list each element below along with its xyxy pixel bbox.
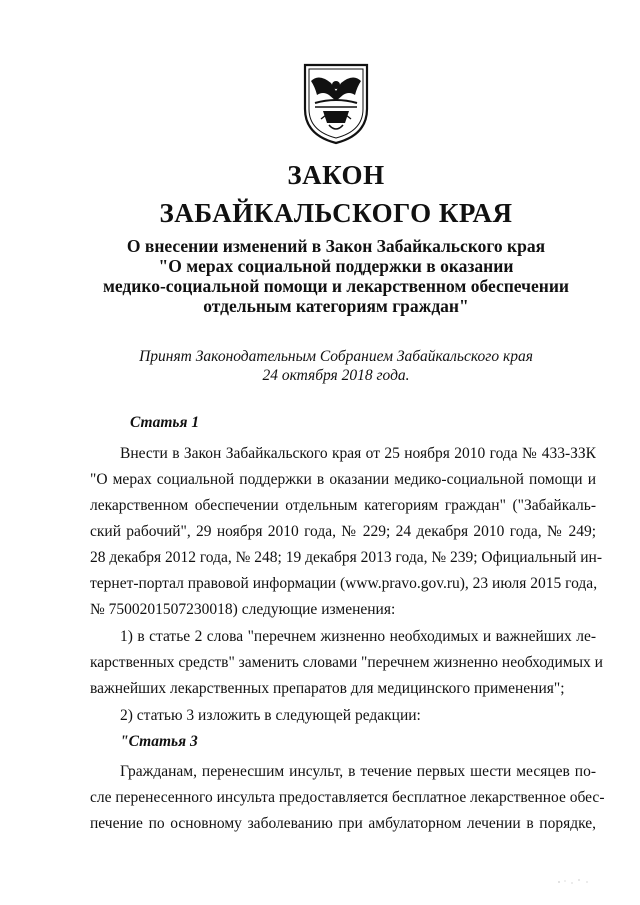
- paragraph-line: Гражданам, перенесшим инсульт, в течение первых шести месяцев по-: [120, 763, 596, 780]
- paragraph-line: важнейших лекарственных препаратов для медицинского применения";: [90, 680, 565, 697]
- article-1-heading: Статья 1: [130, 414, 200, 431]
- adoption-note: [0, 347, 640, 385]
- paragraph-line: сле перенесенного инсульта предоставляется бесплатное лекарственное обес-: [90, 789, 605, 806]
- paragraph-line: лекарственном обеспечении отдельным категориям граждан" ("Забайкаль-: [90, 497, 596, 514]
- paragraph-line: 28 декабря 2012 года, № 248; 19 декабря 2013 года, № 239; Официальный ин-: [90, 549, 603, 566]
- subtitle-line: "О мерах социальной поддержки в оказании: [158, 256, 514, 276]
- subtitle-line: медико-социальной помощи и лекарственном обеспечении: [102, 276, 570, 296]
- document-subtitle: [0, 236, 640, 316]
- article-3-heading: "Статья 3: [120, 733, 198, 750]
- document-title-region: ЗАБАЙКАЛЬСКОГО КРАЯ: [159, 198, 513, 228]
- adoption-line: Принят Законодательным Собранием Забайкальского края: [139, 348, 533, 365]
- subtitle-line: отдельным категориям граждан": [203, 296, 469, 316]
- paragraph-line: карственных средств" заменить словами "перечнем жизненно необходимых и: [90, 654, 603, 671]
- paragraph-line: Внести в Закон Забайкальского края от 25 ноября 2010 года № 433-ЗЗК: [120, 445, 596, 462]
- paragraph-line: № 7500201507230018) следующие изменения:: [90, 601, 396, 618]
- adoption-date: 24 октября 2018 года.: [262, 367, 410, 384]
- paragraph-line: ский рабочий", 29 ноября 2010 года, № 229; 24 декабря 2010 года, № 249;: [90, 523, 596, 540]
- zabaikalsky-krai-coat-of-arms-icon: [301, 61, 371, 145]
- scan-specks: [555, 876, 595, 888]
- document-title: ЗАКОН: [287, 160, 385, 190]
- paragraph-line: 2) статью 3 изложить в следующей редакции:: [120, 707, 421, 724]
- paragraph-line: печение по основному заболеванию при амбулаторном лечении в порядке,: [90, 815, 596, 832]
- subtitle-line: О внесении изменений в Закон Забайкальского края: [126, 236, 546, 256]
- paragraph-line: "О мерах социальной поддержки в оказании медико-социальной помощи и: [90, 471, 596, 488]
- paragraph-line: 1) в статье 2 слова "перечнем жизненно необходимых и важнейших ле-: [120, 628, 596, 645]
- paragraph-line: тернет-портал правовой информации (www.pravo.gov.ru), 23 июля 2015 года,: [90, 575, 598, 592]
